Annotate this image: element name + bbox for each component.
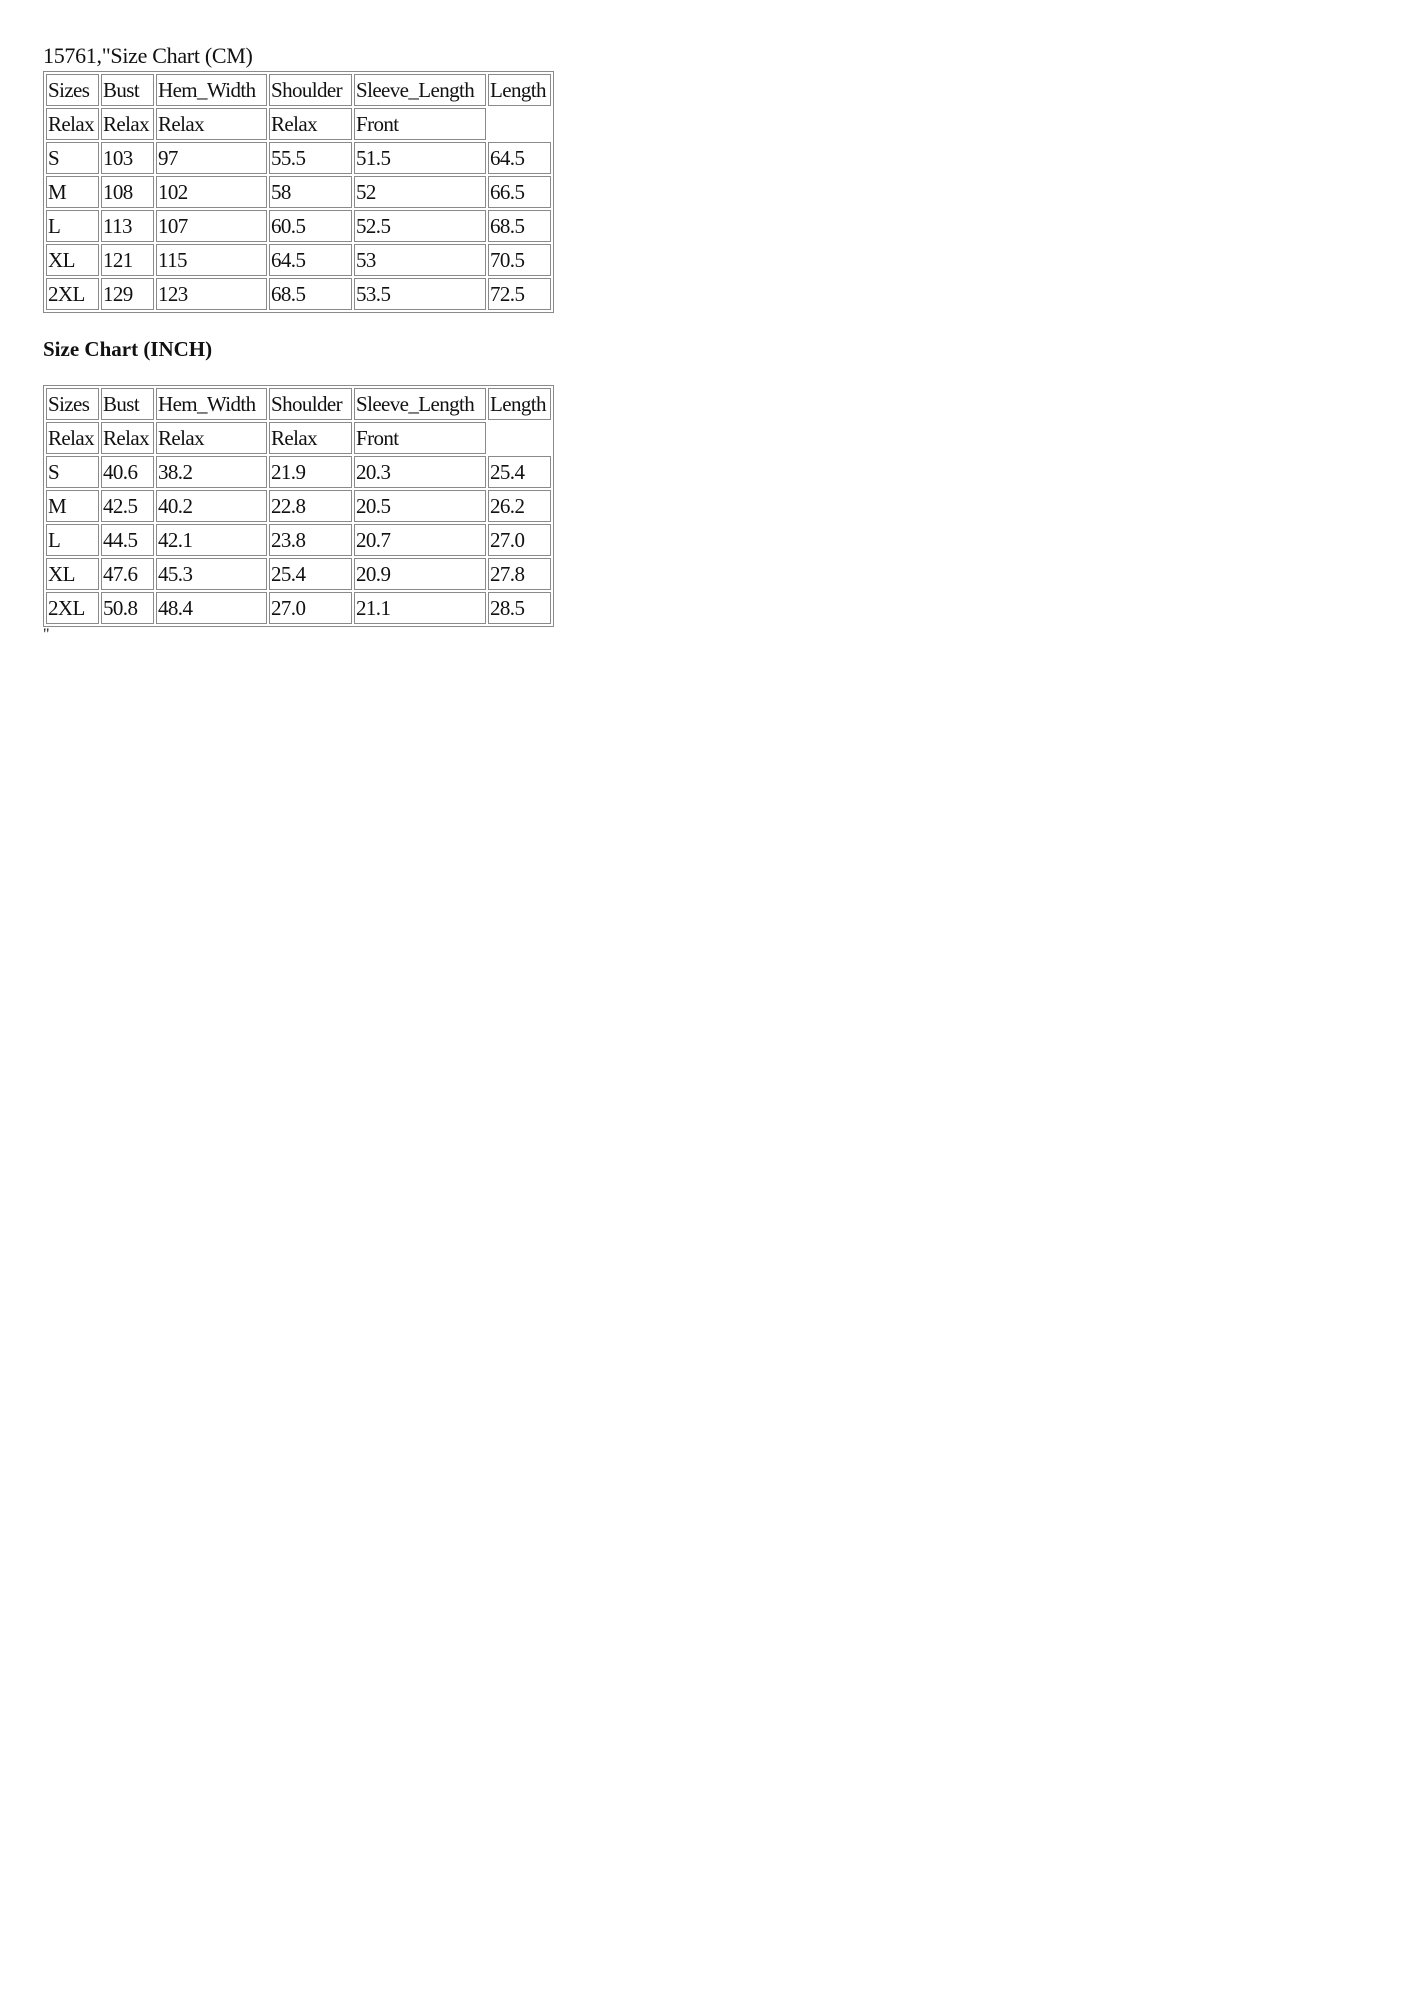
table-cell: 58 xyxy=(269,176,352,208)
table-cell: 26.2 xyxy=(488,490,551,522)
table-cell: 123 xyxy=(156,278,267,310)
table-row xyxy=(46,244,551,276)
table-row xyxy=(46,490,551,522)
table-row xyxy=(46,278,551,310)
table-cell: 64.5 xyxy=(269,244,352,276)
table-cell: Relax xyxy=(101,422,154,454)
table-cell: 48.4 xyxy=(156,592,267,624)
table-subheader-row xyxy=(46,108,551,140)
table-cell: 21.9 xyxy=(269,456,352,488)
table-cell: 52 xyxy=(354,176,486,208)
table-cell: Front xyxy=(354,108,486,140)
table-cell xyxy=(488,108,551,140)
inch-size-table xyxy=(43,385,554,627)
table-cell: L xyxy=(46,524,99,556)
table-cell: 115 xyxy=(156,244,267,276)
table-cell: 50.8 xyxy=(101,592,154,624)
table-cell: Length xyxy=(488,388,551,420)
table-cell: Relax xyxy=(46,422,99,454)
table-cell: 68.5 xyxy=(269,278,352,310)
table-cell: Relax xyxy=(156,422,267,454)
table-cell: M xyxy=(46,176,99,208)
table-cell: 107 xyxy=(156,210,267,242)
table-cell: 42.1 xyxy=(156,524,267,556)
table-cell: Bust xyxy=(101,388,154,420)
table-row xyxy=(46,456,551,488)
table-cell: Sleeve_Length xyxy=(354,388,486,420)
table-cell: 20.3 xyxy=(354,456,486,488)
table-header-row xyxy=(46,74,551,106)
table-cell: 40.6 xyxy=(101,456,154,488)
table-cell: 40.2 xyxy=(156,490,267,522)
table-cell: Hem_Width xyxy=(156,74,267,106)
table-cell: Hem_Width xyxy=(156,388,267,420)
table-cell: S xyxy=(46,456,99,488)
table-cell: 45.3 xyxy=(156,558,267,590)
table-cell: 121 xyxy=(101,244,154,276)
table-cell: 129 xyxy=(101,278,154,310)
table-cell: M xyxy=(46,490,99,522)
table-cell: 28.5 xyxy=(488,592,551,624)
table-cell: XL xyxy=(46,244,99,276)
table-cell: 20.5 xyxy=(354,490,486,522)
table-cell: Shoulder xyxy=(269,388,352,420)
table-cell: 113 xyxy=(101,210,154,242)
table-cell: 20.7 xyxy=(354,524,486,556)
table-cell: Relax xyxy=(269,108,352,140)
table-cell: 68.5 xyxy=(488,210,551,242)
table-cell: 27.0 xyxy=(269,592,352,624)
table-row xyxy=(46,592,551,624)
table-cell: Relax xyxy=(156,108,267,140)
table-cell: Length xyxy=(488,74,551,106)
table-cell: 53.5 xyxy=(354,278,486,310)
table-cell: S xyxy=(46,142,99,174)
table-row xyxy=(46,524,551,556)
table-cell: Front xyxy=(354,422,486,454)
cm-size-chart-title: 15761,"Size Chart (CM) xyxy=(43,43,253,68)
table-cell: 38.2 xyxy=(156,456,267,488)
table-subheader-row xyxy=(46,422,551,454)
table-cell: Sizes xyxy=(46,388,99,420)
table-cell: XL xyxy=(46,558,99,590)
table-cell: 55.5 xyxy=(269,142,352,174)
table-cell: L xyxy=(46,210,99,242)
table-cell: Sleeve_Length xyxy=(354,74,486,106)
table-cell: 108 xyxy=(101,176,154,208)
table-cell: 21.1 xyxy=(354,592,486,624)
table-cell: 66.5 xyxy=(488,176,551,208)
table-cell: 25.4 xyxy=(269,558,352,590)
table-row xyxy=(46,176,551,208)
table-cell: 103 xyxy=(101,142,154,174)
table-cell: Bust xyxy=(101,74,154,106)
table-cell: 60.5 xyxy=(269,210,352,242)
table-cell: 51.5 xyxy=(354,142,486,174)
table-cell: 47.6 xyxy=(101,558,154,590)
table-cell: 53 xyxy=(354,244,486,276)
table-cell: 97 xyxy=(156,142,267,174)
table-cell: 2XL xyxy=(46,278,99,310)
table-cell xyxy=(488,422,551,454)
table-cell: 23.8 xyxy=(269,524,352,556)
table-cell: Relax xyxy=(46,108,99,140)
table-row xyxy=(46,558,551,590)
table-cell: 42.5 xyxy=(101,490,154,522)
table-header-row xyxy=(46,388,551,420)
inch-size-chart-title: Size Chart (INCH) xyxy=(43,337,213,361)
table-cell: Relax xyxy=(101,108,154,140)
table-cell: Sizes xyxy=(46,74,99,106)
table-cell: 20.9 xyxy=(354,558,486,590)
table-cell: 27.8 xyxy=(488,558,551,590)
table-cell: 64.5 xyxy=(488,142,551,174)
table-cell: 52.5 xyxy=(354,210,486,242)
table-cell: 72.5 xyxy=(488,278,551,310)
trailing-quote-mark: " xyxy=(43,626,50,643)
table-cell: Relax xyxy=(269,422,352,454)
table-cell: 22.8 xyxy=(269,490,352,522)
table-cell: Shoulder xyxy=(269,74,352,106)
table-row xyxy=(46,142,551,174)
table-cell: 102 xyxy=(156,176,267,208)
table-cell: 44.5 xyxy=(101,524,154,556)
table-cell: 2XL xyxy=(46,592,99,624)
cm-size-table xyxy=(43,71,554,313)
table-row xyxy=(46,210,551,242)
table-cell: 27.0 xyxy=(488,524,551,556)
table-cell: 25.4 xyxy=(488,456,551,488)
table-cell: 70.5 xyxy=(488,244,551,276)
